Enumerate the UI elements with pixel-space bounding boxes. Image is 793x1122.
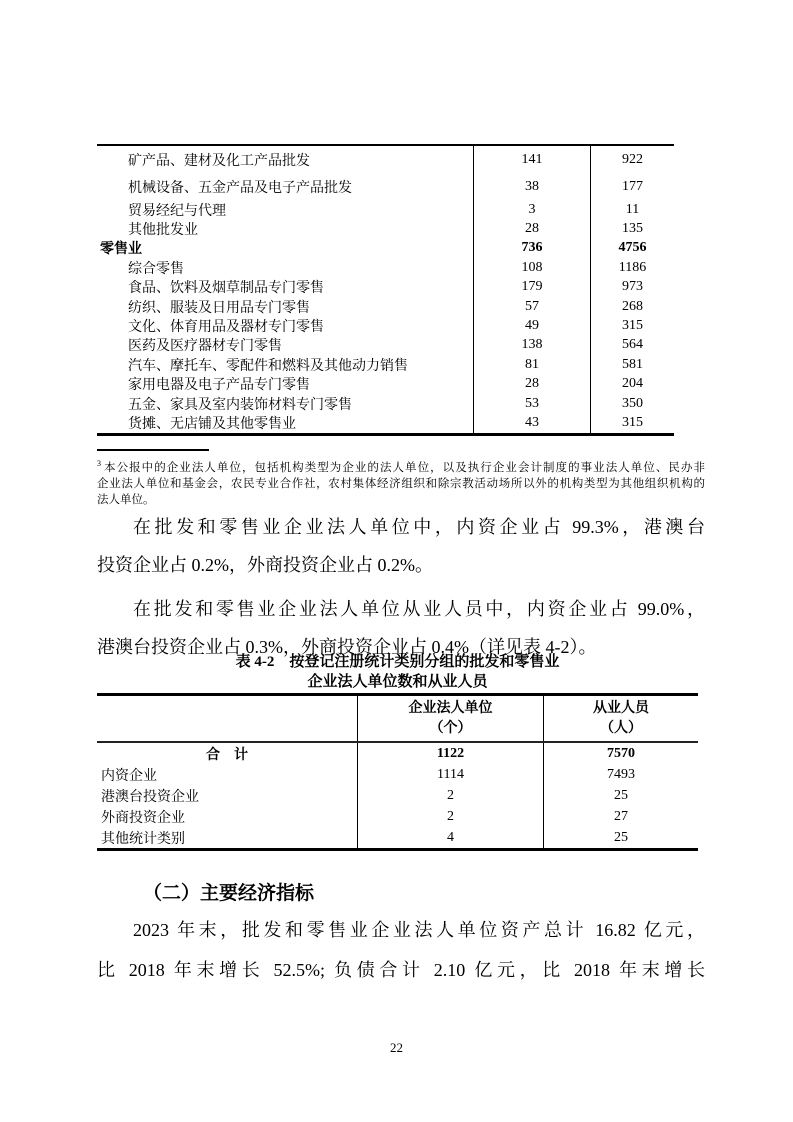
units-value: 141: [473, 146, 590, 173]
paragraph-line: 投资企业占 0.2%，外商投资企业占 0.2%。: [97, 555, 433, 575]
table-row: [97, 200, 674, 219]
paragraph-assets-liabilities: [97, 910, 705, 990]
row-label: 机械设备、五金产品及电子产品批发: [128, 180, 352, 196]
persons-value: 268: [590, 297, 674, 316]
table-4-2-title: [97, 653, 698, 692]
units-value: 81: [473, 355, 590, 374]
paragraph-line: 在批发和零售业企业法人单位中，内资企业占 99.3%，港澳台: [133, 517, 705, 537]
table-row: [97, 827, 698, 848]
industry-breakdown-table: [97, 144, 674, 436]
units-value: 108: [473, 258, 590, 277]
table-row: [97, 278, 674, 297]
footnote-line: 法人单位。: [97, 493, 155, 506]
persons-value: 564: [590, 336, 674, 355]
persons-value: 315: [590, 316, 674, 335]
persons-value: 11: [590, 200, 674, 219]
persons-value: 315: [590, 413, 674, 432]
table-row: [97, 336, 674, 355]
persons-value: 204: [590, 375, 674, 394]
table-row: [97, 316, 674, 335]
persons-value: 25: [543, 785, 698, 806]
table-row: [97, 785, 698, 806]
row-label: 港澳台投资企业: [101, 789, 199, 805]
table-row: [97, 355, 674, 374]
paragraph-legal-units-share: [97, 508, 705, 584]
table-row-total: [97, 743, 698, 764]
row-label: 文化、体育用品及器材专门零售: [128, 320, 324, 336]
persons-value: 25: [543, 827, 698, 848]
persons-value: 922: [590, 146, 674, 173]
units-value: 28: [473, 219, 590, 238]
row-label: 五金、家具及室内装饰材料专门零售: [128, 397, 352, 413]
units-value: 38: [473, 173, 590, 200]
persons-value: 27: [543, 806, 698, 827]
units-value: 3: [473, 200, 590, 219]
persons-value: 973: [590, 278, 674, 297]
units-value: 43: [473, 413, 590, 432]
persons-value: 581: [590, 355, 674, 374]
header-line: （人）: [600, 720, 642, 736]
table-row: [97, 764, 698, 785]
footnote-marker: 3: [97, 459, 101, 468]
header-line: 企业法人单位: [408, 700, 493, 716]
units-value: 4: [357, 827, 543, 848]
table-row: [97, 173, 674, 200]
row-label: 内资企业: [101, 768, 157, 784]
section-heading-main-economic-indicators: （二）主要经济指标: [143, 883, 315, 904]
column-header-persons: [543, 696, 698, 741]
units-value: 1122: [357, 743, 543, 764]
persons-value: 350: [590, 394, 674, 413]
row-label: 其他批发业: [128, 223, 198, 239]
row-label: 贸易经纪与代理: [128, 203, 226, 219]
units-value: 28: [473, 375, 590, 394]
page-number: 22: [390, 1040, 403, 1055]
table-header-row: [97, 696, 698, 743]
persons-value: 7493: [543, 764, 698, 785]
row-label: 医药及医疗器材专门零售: [128, 339, 282, 355]
row-label: 货摊、无店铺及其他零售业: [128, 417, 296, 432]
table-row: [97, 297, 674, 316]
header-line: （个）: [429, 720, 472, 736]
row-label: 家用电器及电子产品专门零售: [128, 378, 310, 394]
footnote-rule: [97, 449, 209, 451]
row-label: 矿产品、建材及化工产品批发: [128, 153, 310, 169]
row-label: 汽车、摩托车、零配件和燃料及其他动力销售: [128, 358, 408, 374]
footnote-text: 本公报中的企业法人单位，包括机构类型为企业的法人单位，以及执行企业会计制度的事业法人单位、民办非: [103, 461, 705, 474]
table-title-line: 表 4-2 按登记注册统计类别分组的批发和零售业: [235, 654, 560, 670]
column-header-units: [357, 696, 543, 741]
table-row: [97, 219, 674, 238]
units-value: 1114: [357, 764, 543, 785]
units-value: 2: [357, 806, 543, 827]
persons-value: 135: [590, 219, 674, 238]
units-value: 2: [357, 785, 543, 806]
table-row: [97, 413, 674, 432]
row-label: 食品、饮料及烟草制品专门零售: [128, 281, 324, 297]
row-label: 综合零售: [128, 261, 184, 277]
paragraph-line: 比 2018 年末增长 52.5%; 负债合计 2.10 亿元，比 2018 年末增长: [97, 960, 705, 980]
table-row-retail-total: [97, 239, 674, 258]
units-value: 53: [473, 394, 590, 413]
registration-type-table: [97, 693, 698, 851]
paragraph-line: 在批发和零售业企业法人单位从业人员中，内资企业占 99.0%，: [133, 599, 705, 619]
units-value: 138: [473, 336, 590, 355]
table-row: [97, 375, 674, 394]
units-value: 179: [473, 278, 590, 297]
table-row: [97, 394, 674, 413]
footnote-line: [97, 456, 705, 476]
table-title-line: 企业法人单位数和从业人员: [307, 673, 488, 690]
row-label: 外商投资企业: [101, 810, 185, 826]
persons-value: 1186: [590, 258, 674, 277]
persons-value: 4756: [590, 239, 674, 258]
table-row: [97, 258, 674, 277]
units-value: 57: [473, 297, 590, 316]
paragraph-line: 2023 年末，批发和零售业企业法人单位资产总计 16.82 亿元，: [133, 920, 705, 940]
header-spacer: [97, 696, 357, 741]
table-row: [97, 146, 674, 173]
row-label: 其他统计类别: [101, 831, 185, 847]
row-label: 纺织、服装及日用品专门零售: [128, 300, 310, 316]
units-value: 49: [473, 316, 590, 335]
persons-value: 177: [590, 173, 674, 200]
table-row: [97, 806, 698, 827]
row-label: 合 计: [206, 747, 248, 763]
footnote: [97, 456, 705, 508]
units-value: 736: [473, 239, 590, 258]
footnote-line: 企业法人单位和基金会，农民专业合作社，农村集体经济组织和除宗教活动场所以外的机构类型为其他组织机构的: [97, 477, 705, 490]
paragraph-line: 港澳台投资企业占 0.3%，外商投资企业占 0.4%（详见表 4-2）。: [97, 637, 597, 657]
header-line: 从业人员: [593, 700, 649, 716]
row-label: 零售业: [100, 242, 142, 258]
persons-value: 7570: [543, 743, 698, 764]
